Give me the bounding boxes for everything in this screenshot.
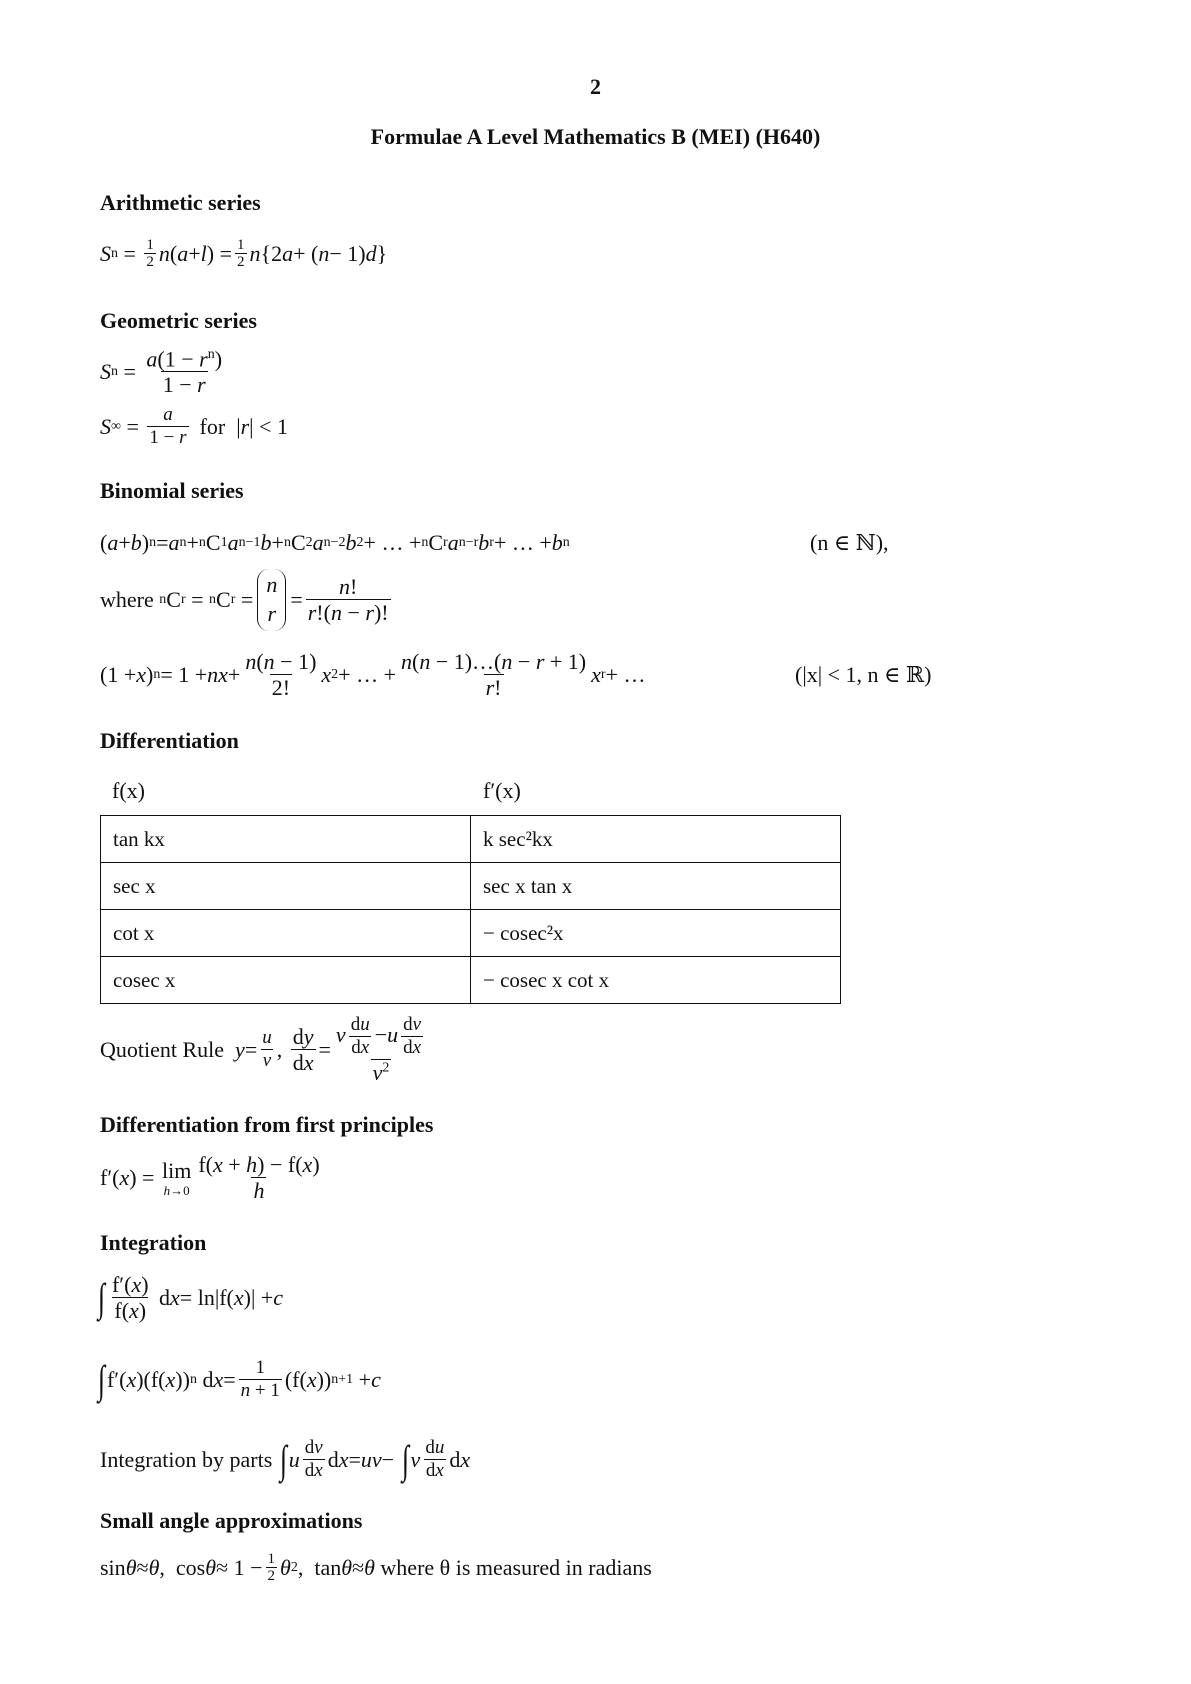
table-cell-fprime: sec x tan x [471,863,841,910]
page-number: 2 [590,74,601,99]
table-row [101,910,841,957]
small-angle-note: where θ is measured in radians [380,1555,652,1580]
formula-integration-by-parts: Integration by parts ∫ u $\frac{dv}{dx}$ d x = uv − ∫ v $\frac{du}{dx}$ d x [100,1437,471,1482]
heading-first-principles: Differentiation from first principles [100,1112,434,1137]
integration-by-parts-label: Integration by parts [100,1447,273,1472]
formula-geometric-sum: S n = $\frac{a(1 - r^n)}{1 - r}$ [100,345,223,398]
heading-differentiation: Differentiation [100,728,239,753]
formula-binomial-general: (1 + x ) n = 1 + nx + $\frac{n(n - 1)}{2!}$ x 2 + … + $\frac{n(n - 1)\dots(n - r + 1)}{r!}$ x r + … [100,648,646,700]
formula-binomial-expansion: ( a + b ) n = a n + n C 1 a n−1 b + n C 2 a n−2 b 2 + … + n C r a n−r b r + … + b n [100,530,570,555]
formula-small-angle: sin θ ≈ θ , cos θ ≈ 1 − $\frac{1}{2}$ θ 2 , tan θ ≈ θ where θ is measured in radians [100,1550,652,1585]
for-text: for [199,414,226,439]
table-row [101,816,841,863]
table-cell-fprime: − cosec x cot x [471,957,841,1004]
where-text: where [100,587,154,612]
table-row [101,957,841,1004]
formula-quotient-rule: Quotient Rule y = $\frac{u}{v}$ , $\frac{dy}{dx}$ = v $\frac{du}{dx}$ −u $\frac{dv}{dx}$ $v^2$ [100,1013,422,1085]
formula-arithmetic-sum: S n = $\frac{1}{2}$ n ( a + l ) = $\frac{1}{2}$ n {2 a + ( n − 1) d } [100,236,388,271]
table-cell-f: cosec x [101,957,471,1004]
table-cell-fprime: − cosec²x [471,910,841,957]
column-header-fprime: f′(x) [483,778,521,803]
heading-geometric-series: Geometric series [100,308,257,333]
heading-integration: Integration [100,1230,207,1255]
formula-integration-power: ∫ f′( x )(f( x )) n d x = $\frac{1}{n + 1}$ (f( x )) n+1 + c [97,1357,381,1402]
column-header-f: f(x) [112,778,145,803]
formula-integration-log: ∫ $\frac{f'(x)}{f(x)}$ d x = ln|f( x )| + c [97,1271,284,1323]
table-cell-f: cot x [101,910,471,957]
page-title: Formulae A Level Mathematics B (MEI) (H640) [370,124,821,149]
real-condition: (|x| < 1, n ∈ ℝ) [795,662,932,687]
heading-binomial-series: Binomial series [100,478,244,503]
formula-binomial-coefficient: where n C r = n C r = n r = $\frac{n!}{r!(n - r)!}$ [100,570,394,630]
quotient-rule-label: Quotient Rule [100,1037,225,1062]
differentiation-table [100,815,841,1004]
heading-small-angle: Small angle approximations [100,1508,363,1533]
table-cell-f: sec x [101,863,471,910]
natural-condition: (n ∈ ℕ), [810,530,889,555]
formula-geometric-infinite-sum: S ∞ = $\frac{a}{1 - r}$ for | r | < 1 [100,404,288,449]
table-row [101,863,841,910]
heading-arithmetic-series: Arithmetic series [100,190,261,215]
formula-first-principles: f′( x ) = lim h→0 $\frac{f(x + h) - f(x)}{h}$ [100,1151,320,1203]
table-cell-fprime: k sec²kx [471,816,841,863]
table-cell-f: tan kx [101,816,471,863]
